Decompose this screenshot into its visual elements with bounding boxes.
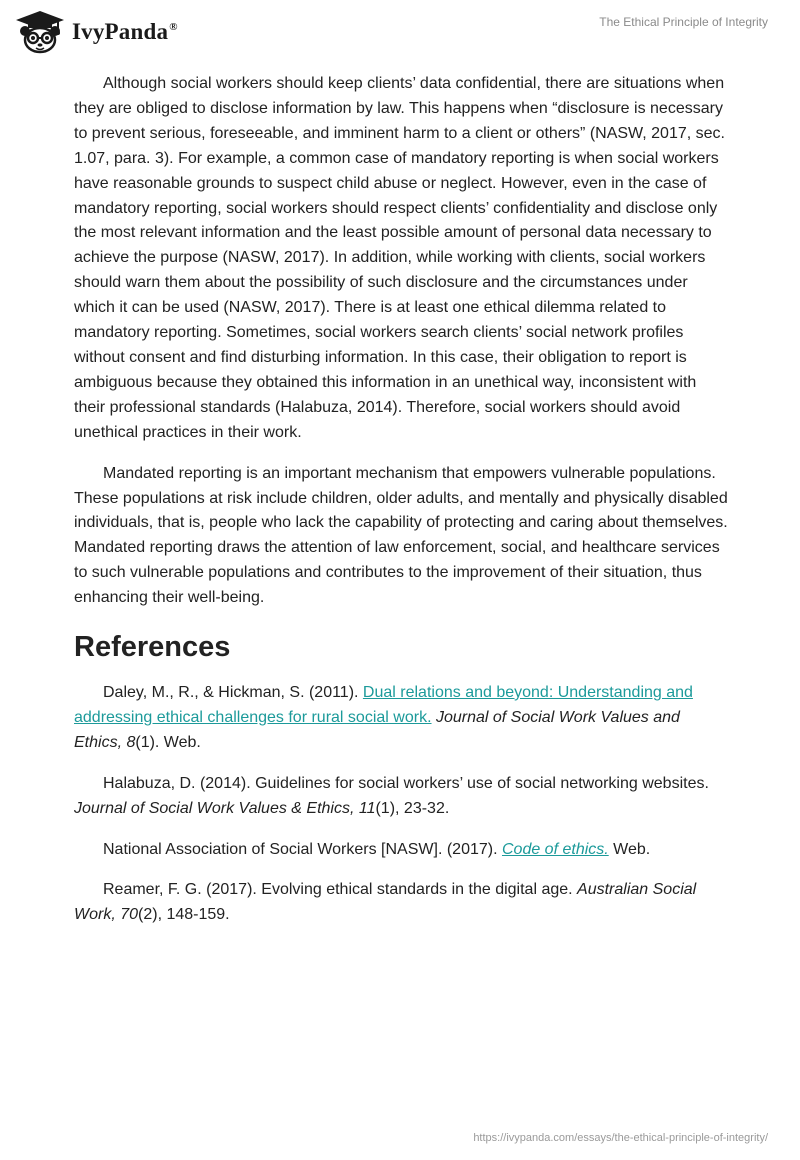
reference-nasw [74, 838, 728, 863]
reference-journal: Australian Social Work, 70 [74, 881, 697, 924]
reference-journal: Journal of Social Work Values & Ethics, 11 [74, 799, 376, 817]
source-url[interactable]: https://ivypanda.com/essays/the-ethical-principle-of-integrity/ [473, 1132, 768, 1144]
reference-link-dual-relations[interactable]: Dual relations and beyond: Understanding and addressing ethical challenges for rural social work. [74, 684, 693, 726]
reference-text: Web. [608, 840, 651, 858]
reference-text: Halabuza, D. (2014). Guidelines for social workers’ use of social networking websites. [103, 774, 709, 792]
reference-reamer [74, 878, 728, 928]
document-title: The Ethical Principle of Integrity [599, 15, 768, 29]
reference-journal: Journal of Social Work Values and Ethics, 8 [74, 708, 680, 751]
page-header [0, 0, 800, 60]
reference-link-code-of-ethics[interactable]: Code of ethics. [501, 840, 609, 858]
brand-name: IvyPanda® [72, 19, 178, 44]
paragraph-mandatory-reporting: Although social workers should keep clients’ data confidential, there are situations when they are obliged to disclose information by law. This happens when “disclosure is necessary to prevent serious, foreseeable, and imminent harm to a client or others” (NASW, 2017, sec. 1.07, para. 3). For example, a common case of mandatory reporting is when social workers have reasonable grounds to suspect child abuse or neglect. However, even in the case of mandatory reporting, social workers should respect clients’ confidentiality and disclose only the most relevant information and the least possible amount of personal data necessary to achieve the purpose (NASW, 2017). In addition, while working with clients, social workers should warn them about the possibility of such disclosure and the circumstances under which it can be used (NASW, 2017). There is at least one ethical dilemma related to mandatory reporting. Sometimes, social workers search clients’ social network profiles without consent and find disturbing information. In this case, their obligation to report is ambiguous because they obtained this information in an unethical way, inconsistent with their professional standards (Halabuza, 2014). Therefore, social workers should avoid unethical practices in their work. [74, 75, 725, 441]
reference-daley [74, 681, 728, 756]
reference-text: National Association of Social Workers [NASW]. (2017). [103, 840, 502, 858]
panda-graduate-icon [14, 10, 66, 54]
essay-body [74, 72, 728, 944]
reference-halabuza [74, 772, 728, 822]
ivypanda-logo[interactable] [14, 8, 178, 56]
reference-text: (2), 148-159. [138, 906, 230, 924]
reference-text: (1). Web. [135, 733, 201, 751]
references-heading: References [74, 631, 231, 664]
reference-text: Daley, M., R., & Hickman, S. (2011). [103, 684, 363, 702]
reference-text: Reamer, F. G. (2017). Evolving ethical standards in the digital age. [103, 881, 578, 899]
reference-text: (1), 23-32. [375, 799, 450, 817]
registered-mark: ® [169, 21, 178, 34]
paragraph-mandated-reporting-importance: Mandated reporting is an important mechanism that empowers vulnerable populations. These populations at risk include children, older adults, and mentally and physically disabled individuals, that is, people who lack the capability of protecting and caring about themselves. Mandated reporting draws the attention of law enforcement, social, and healthcare services to such vulnerable populations and contributes to the improvement of their situation, thus enhancing their well-being. [74, 464, 728, 607]
